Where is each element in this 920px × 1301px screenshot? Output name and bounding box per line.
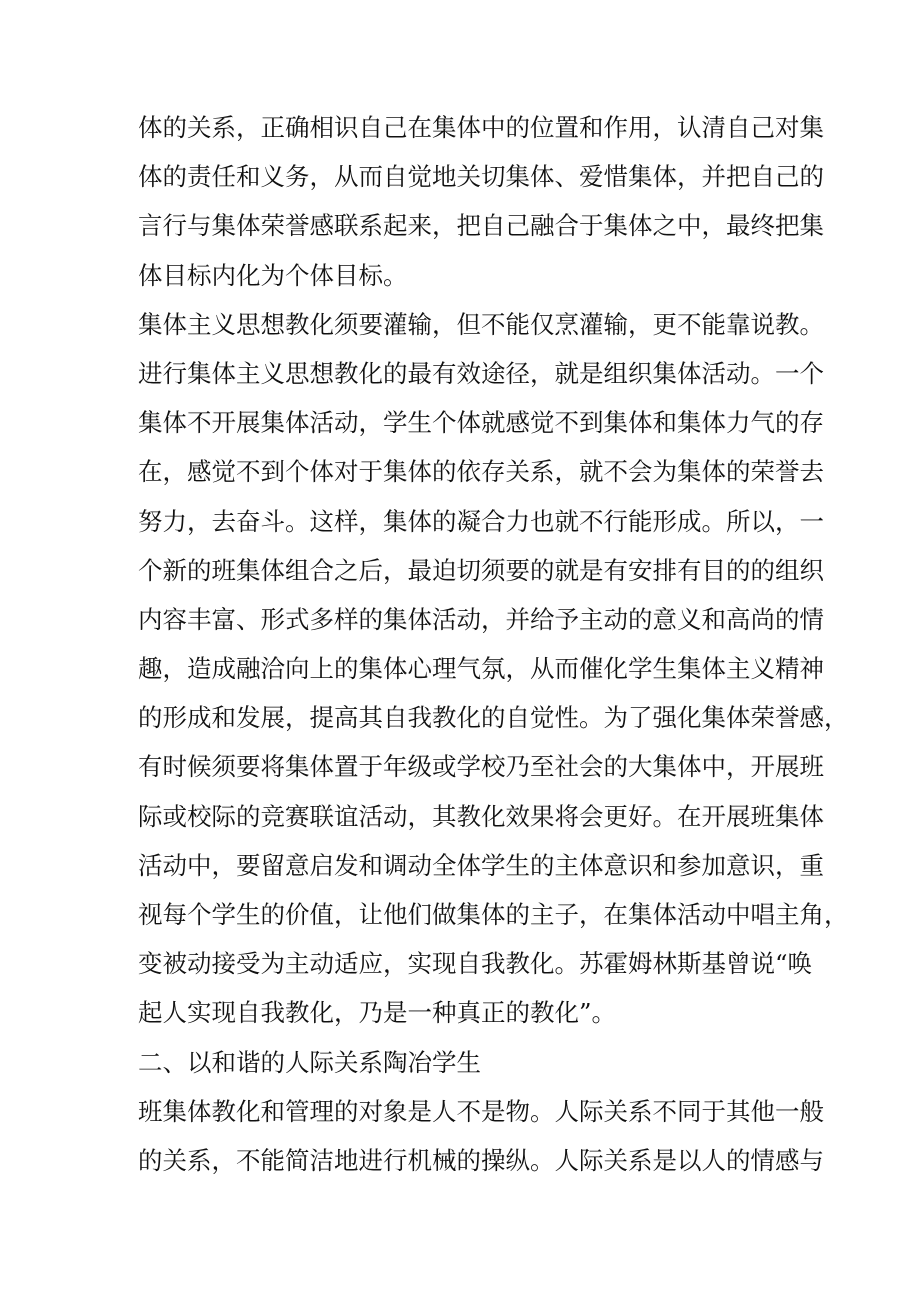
section-heading: 二、以和谐的人际关系陶冶学生 (138, 1047, 481, 1077)
text-line: 际或校际的竞赛联谊活动，其教化效果将会更好。在开展班集体 (138, 801, 824, 831)
text-line: 内容丰富、形式多样的集体活动，并给予主动的意义和高尚的情 (138, 604, 824, 634)
text-line: 努力，去奋斗。这样，集体的凝合力也就不行能形成。所以，一 (138, 506, 824, 536)
paragraph-end-line: 体目标内化为个体目标。 (138, 260, 408, 290)
text-line: 体的责任和义务，从而自觉地关切集体、爱惜集体，并把自己的 (138, 162, 824, 192)
text-line: 班集体教化和管理的对象是人不是物。人际关系不同于其他一般 (138, 1096, 824, 1126)
text-line: 集体不开展集体活动，学生个体就感觉不到集体和集体力气的存 (138, 408, 824, 438)
text-line: 在，感觉不到个体对于集体的依存关系，就不会为集体的荣誉去 (138, 457, 824, 487)
text-line: 体的关系，正确相识自己在集体中的位置和作用，认清自己对集 (138, 113, 824, 142)
text-line: 个新的班集体组合之后，最迫切须要的就是有安排有目的的组织 (138, 555, 824, 585)
text-line: 趣，造成融洽向上的集体心理气氛，从而催化学生集体主义精神 (138, 654, 824, 684)
text-line: 言行与集体荣誉感联系起来，把自己融合于集体之中，最终把集 (138, 211, 824, 241)
text-line: 活动中，要留意启发和调动全体学生的主体意识和参加意识，重 (138, 850, 824, 880)
text-line: 进行集体主义思想教化的最有效途径，就是组织集体活动。一个 (138, 358, 824, 388)
document-body (138, 103, 849, 1185)
text-line: 集体主义思想教化须要灌输，但不能仅烹灌输，更不能靠说教。 (138, 309, 824, 339)
paragraph-end-line: 起人实现自我教化，乃是一种真正的教化”。 (138, 998, 617, 1028)
text-line: 变被动接受为主动适应，实现自我教化。苏霍姆林斯基曾说“唤 (138, 949, 813, 979)
text-line: 的关系，不能简洁地进行机械的操纵。人际关系是以人的情感与 (138, 1145, 824, 1175)
text-line: 的形成和发展，提高其自我教化的自觉性。为了强化集体荣誉感， (138, 703, 849, 733)
text-line: 视每个学生的价值，让他们做集体的主子，在集体活动中唱主角， (138, 900, 849, 929)
text-line: 有时候须要将集体置于年级或学校乃至社会的大集体中，开展班 (138, 752, 824, 782)
